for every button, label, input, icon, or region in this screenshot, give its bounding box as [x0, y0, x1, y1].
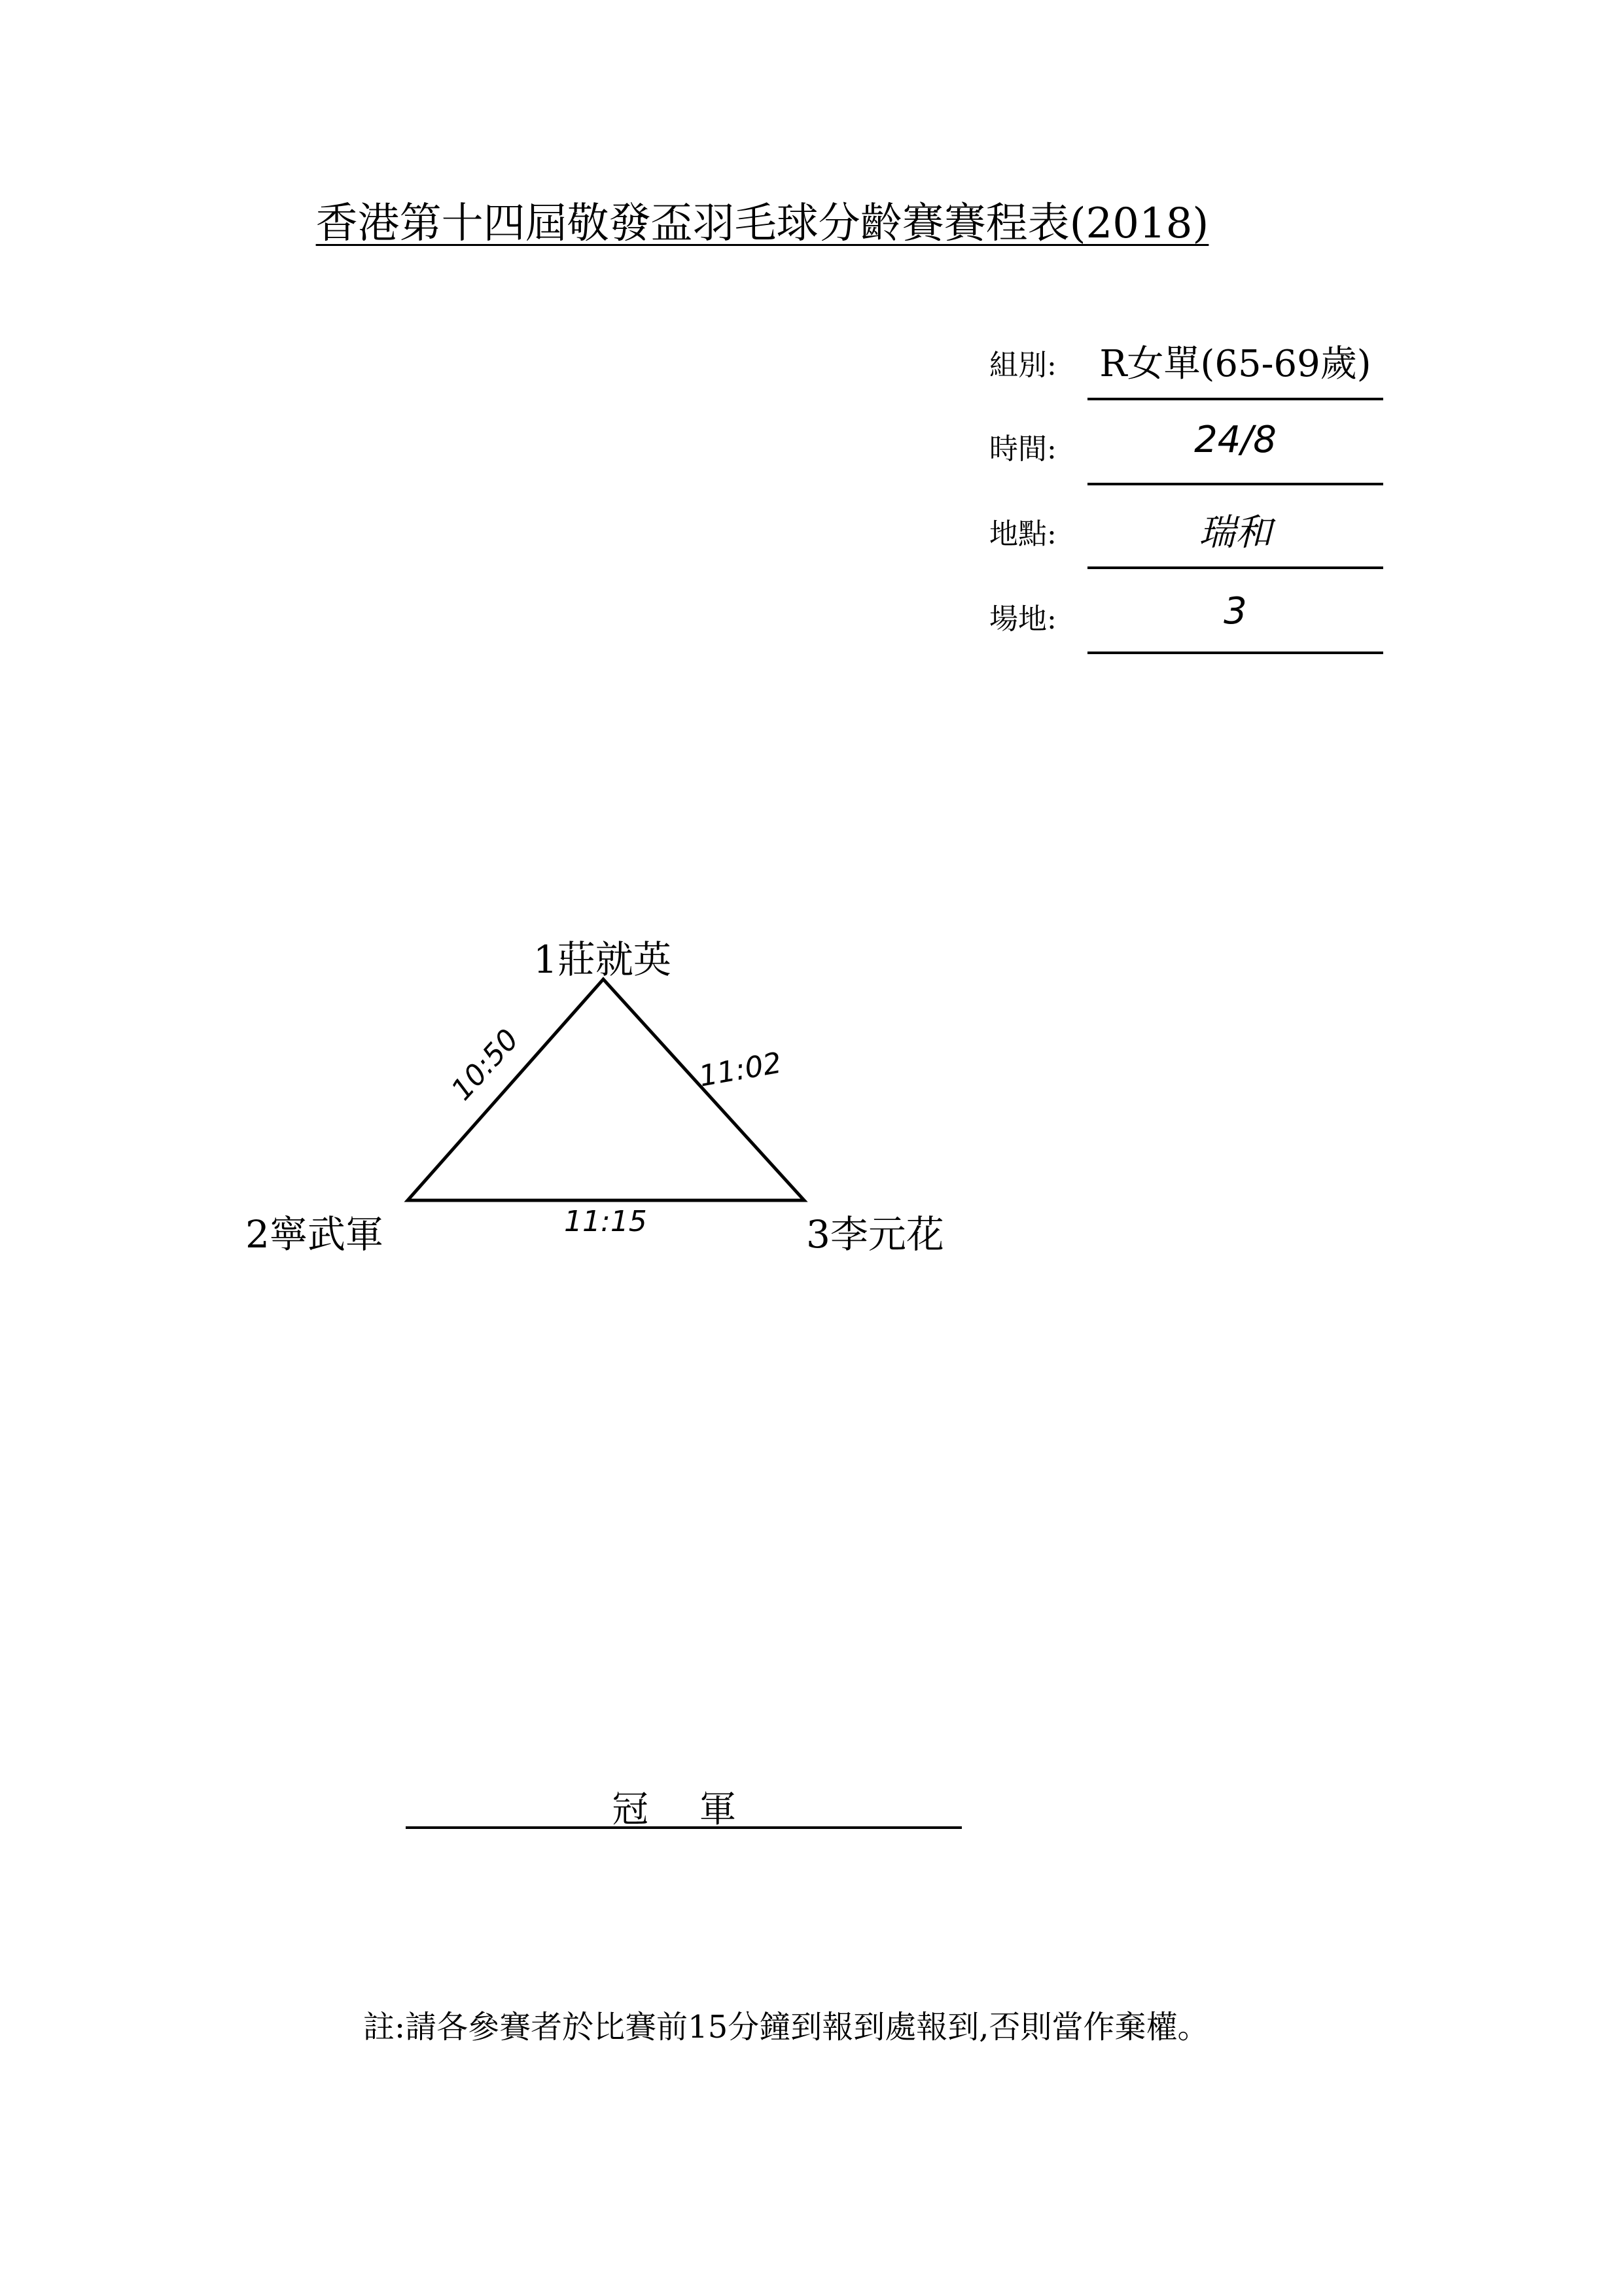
player-2: 2寧武軍 [245, 1212, 383, 1257]
group-label: 組別: [989, 349, 1057, 382]
champion-label: 冠 軍 [612, 1788, 756, 1831]
venue-value: 瑞和 [1199, 512, 1272, 554]
footer-note: 註:請各參賽者於比賽前15分鐘到報到處報到,否則當作棄權。 [363, 2009, 1209, 2045]
champion-underline [406, 1826, 962, 1829]
time-label: 時間: [989, 432, 1057, 466]
court-value: 3 [1224, 590, 1247, 633]
player-3: 3李元花 [806, 1212, 944, 1257]
court-label: 場地: [989, 602, 1057, 636]
match-time-1v3: 11:02 [696, 1046, 785, 1094]
player-1: 1莊就英 [533, 937, 671, 982]
match-time-1v2: 10:50 [445, 1022, 525, 1107]
time-value: 24/8 [1194, 419, 1277, 461]
venue-label: 地點: [989, 517, 1057, 551]
match-time-2v3: 11:15 [564, 1205, 647, 1238]
group-value: R女單(65-69歲) [1099, 343, 1371, 385]
page-title: 香港第十四屆敬發盃羽毛球分齡賽賽程表(2018) [315, 200, 1209, 248]
